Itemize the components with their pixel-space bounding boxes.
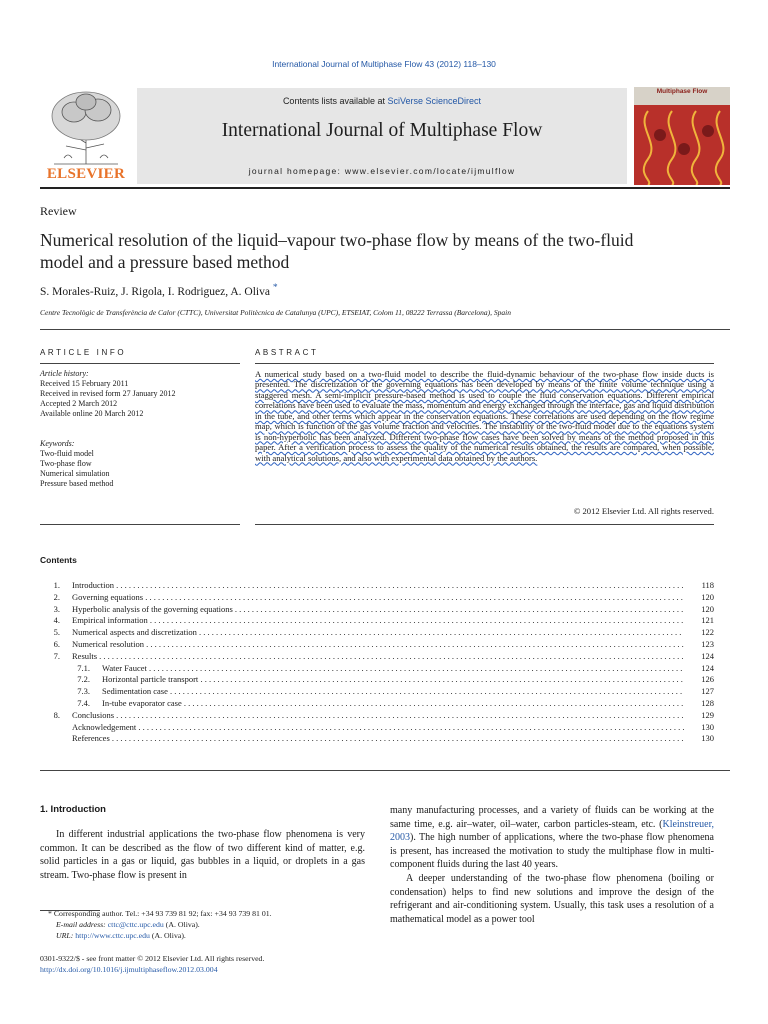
cover-pattern xyxy=(634,87,730,185)
journal-homepage[interactable]: journal homepage: www.elsevier.com/locate/ijmulflow xyxy=(248,166,516,176)
toc-row[interactable] xyxy=(40,722,714,734)
history-item: Received in revised form 27 January 2012 xyxy=(40,389,176,398)
toc-row[interactable] xyxy=(40,615,714,627)
toc-title[interactable]: Empirical information . . . xyxy=(72,615,684,627)
section-heading-introduction: 1. Introduction xyxy=(40,804,106,815)
paragraph-text: ). The high number of applications, where the two-phase flow phenomena is present, has increased the motivation to study the multiphase flow in multi-component fluids during the last 40 years. xyxy=(390,832,714,871)
toc-number: 1. xyxy=(53,580,60,590)
toc-title[interactable]: In-tube evaporator case . . . xyxy=(102,698,684,710)
journal-title: International Journal of Multiphase Flow xyxy=(221,120,543,141)
toc-page: 124 xyxy=(688,651,714,663)
toc-title[interactable]: Horizontal particle transport . . . xyxy=(102,674,684,686)
toc-number: 7.4. xyxy=(77,697,90,708)
citation-link[interactable]: Kleinstreuer, 2003 xyxy=(390,818,714,844)
article-type: Review xyxy=(40,204,77,218)
toc-title[interactable]: Governing equations . . . xyxy=(72,592,684,604)
journal-citation[interactable]: International Journal of Multiphase Flow 43 (2012) 118–130 xyxy=(272,59,496,69)
abstract-heading: ABSTRACT xyxy=(255,348,319,357)
toc-title[interactable]: Acknowledgement . . . xyxy=(72,722,684,734)
toc-page: 130 xyxy=(688,733,714,745)
toc-page: 129 xyxy=(688,710,714,722)
history-label: Article history: xyxy=(40,369,89,378)
divider xyxy=(40,524,240,525)
header-divider xyxy=(40,187,730,189)
email-link[interactable]: cttc@cttc.upc.edu xyxy=(107,920,164,930)
toc-title[interactable]: Hyperbolic analysis of the governing equations . . . xyxy=(72,604,684,616)
toc-number: 7.2. xyxy=(77,674,90,685)
keyword-item: Two-phase flow xyxy=(40,459,92,468)
abstract-body: A numerical study based on a two-fluid model to describe the fluid-dynamic behaviour of the two-phase flow inside ducts is presented. The discretization of the governing equations has been developed by means of the finite volume technique using a staggered mesh. A semi-implicit pressure-based method is used to couple the fluid conservation equations. Different empirical correlations have been used to evaluate the mass, momentum and energy exchanged through the interface, gas and liquid distribution in the tube, and other terms which appear in the conservation equations. These correlations are used depending on the flow regime map, which is function of the gas volume fraction and velocities. The instability of the two-fluid model due to the equations system is non-hyperbolic has been analyzed. Different two-phase flow cases have been solved by means of the method proposed in this paper. After a verification process to assess the quality of the numerical results obtained, the results are compared, when possible, with analytical solutions, and also with experimental data obtained by the authors. xyxy=(255,369,714,463)
cover-title: Multiphase Flow xyxy=(656,88,708,95)
keyword-item: Numerical simulation xyxy=(40,469,110,478)
toc-row[interactable] xyxy=(40,651,714,663)
toc-row[interactable] xyxy=(40,663,714,675)
keywords-label: Keywords: xyxy=(40,439,75,448)
toc-title[interactable]: Results . . . xyxy=(72,651,684,663)
paragraph: In different industrial applications the two-phase flow phenomena is very common. It can be described as the flow of two different kind of matter, e.g. solid particles in a gas or liquid, gas bubbles in a liquid, or droplets in a gas stream. Two-phase flow is present in xyxy=(40,829,365,881)
body-column-right xyxy=(390,804,714,926)
divider xyxy=(40,770,730,771)
keywords xyxy=(40,439,240,489)
article-history xyxy=(40,369,240,419)
paragraph: A deeper understanding of the two-phase flow phenomena (boiling or condensation) helps to find new solutions and improve the design of the refrigerant and air-conditioning system. Usually, this task uses a resolution of a mathematical model as a power tool xyxy=(390,872,714,925)
toc-number: 7.1. xyxy=(77,662,90,673)
toc-number: 8. xyxy=(53,709,60,720)
url-link[interactable]: http://www.cttc.upc.edu xyxy=(75,931,150,941)
toc-title[interactable]: Water Faucet . . . xyxy=(102,663,684,675)
toc-title[interactable]: Conclusions . . . xyxy=(72,710,684,722)
toc-row[interactable] xyxy=(40,639,714,651)
toc-page: 123 xyxy=(688,639,714,651)
toc-title[interactable]: Numerical resolution . . . xyxy=(72,639,684,651)
toc-title[interactable]: Sedimentation case . . . xyxy=(102,686,684,698)
toc-title[interactable]: References . . . xyxy=(72,733,684,745)
url-suffix: (A. Oliva). xyxy=(151,931,186,941)
toc-page: 130 xyxy=(688,722,714,734)
paragraph-text: many manufacturing processes, and a variety of fluids can be working at the same time, e.g. air–water, oil–water, carbon particles-steam, etc. ( xyxy=(390,805,714,830)
toc-title[interactable]: Introduction . . . xyxy=(72,580,684,592)
corresponding-author-note: * Corresponding author. Tel.: +34 93 739 81 92; fax: +34 93 739 81 01. xyxy=(48,909,272,918)
toc-row[interactable] xyxy=(40,698,714,710)
article-title: Numerical resolution of the liquid–vapour two-phase flow by means of the two-fluid model and a pressure based method xyxy=(40,230,634,272)
body-column-left xyxy=(40,828,365,882)
toc-page: 126 xyxy=(688,674,714,686)
toc-page: 122 xyxy=(688,627,714,639)
toc-page: 120 xyxy=(688,604,714,616)
url-label: URL: xyxy=(56,931,74,941)
doi-link[interactable]: http://dx.doi.org/10.1016/j.ijmultiphaseflow.2012.03.004 xyxy=(40,965,218,975)
toc-title[interactable]: Numerical aspects and discretization . . . xyxy=(72,627,684,639)
toc-number: 5. xyxy=(53,627,60,638)
toc-number: 7.3. xyxy=(77,686,90,697)
author-list xyxy=(40,282,278,298)
email-suffix: (A. Oliva). xyxy=(165,920,200,930)
toc-number: 2. xyxy=(53,591,60,602)
issn-line: 0301-9322/$ - see front matter © 2012 Elsevier Ltd. All rights reserved. xyxy=(40,954,265,963)
contents-availability xyxy=(137,96,627,106)
toc-row[interactable] xyxy=(40,592,714,604)
toc-page: 128 xyxy=(688,698,714,710)
table-of-contents xyxy=(40,580,714,745)
toc-page: 118 xyxy=(688,580,714,592)
toc-row[interactable] xyxy=(40,604,714,616)
contents-prefix: Contents lists available at xyxy=(282,96,388,106)
footnote xyxy=(40,908,365,942)
toc-number: 3. xyxy=(53,603,60,614)
issn-block xyxy=(40,953,365,976)
elsevier-wordmark[interactable]: ELSEVIER xyxy=(46,166,126,182)
authors-text: S. Morales-Ruiz, J. Rigola, I. Rodriguez, A. Oliva xyxy=(40,285,270,298)
toc-row[interactable] xyxy=(40,686,714,698)
divider xyxy=(40,329,730,330)
toc-page: 120 xyxy=(688,592,714,604)
toc-row[interactable] xyxy=(40,580,714,592)
toc-number: 7. xyxy=(53,650,60,661)
article-info-heading: ARTICLE INFO xyxy=(40,348,127,357)
toc-row[interactable] xyxy=(40,674,714,686)
url-line xyxy=(40,930,365,941)
divider xyxy=(255,524,714,525)
contents-heading: Contents xyxy=(40,555,77,565)
paragraph xyxy=(390,805,714,870)
toc-page: 121 xyxy=(688,615,714,627)
toc-row[interactable] xyxy=(40,710,714,722)
affiliation: Centre Tecnològic de Transferència de Calor (CTTC), Universitat Politècnica de Catalunya (UPC), ETSEIAT, Colom 11, 08222 Terrassa (Barcelona), Spain xyxy=(40,308,512,317)
divider xyxy=(40,363,240,364)
keyword-item: Pressure based method xyxy=(40,479,114,488)
abstract-copyright: © 2012 Elsevier Ltd. All rights reserved. xyxy=(573,506,714,516)
toc-page: 124 xyxy=(688,663,714,675)
journal-cover-thumbnail[interactable] xyxy=(634,87,730,185)
toc-row[interactable] xyxy=(40,627,714,639)
keyword-item: Two-fluid model xyxy=(40,449,94,458)
email-label: E-mail address: xyxy=(56,920,106,930)
toc-number: 6. xyxy=(53,638,60,649)
toc-page: 127 xyxy=(688,686,714,698)
corresponding-author-mark[interactable]: * xyxy=(272,282,278,293)
history-item: Accepted 2 March 2012 xyxy=(40,399,118,408)
abstract-text[interactable] xyxy=(255,369,714,463)
toc-number: 4. xyxy=(53,615,60,626)
divider xyxy=(255,363,714,364)
sciverse-link[interactable]: SciVerse ScienceDirect xyxy=(387,96,482,106)
toc-row[interactable] xyxy=(40,733,714,745)
history-item: Received 15 February 2011 xyxy=(40,379,129,388)
history-item: Available online 20 March 2012 xyxy=(40,409,144,418)
email-line xyxy=(40,919,365,930)
